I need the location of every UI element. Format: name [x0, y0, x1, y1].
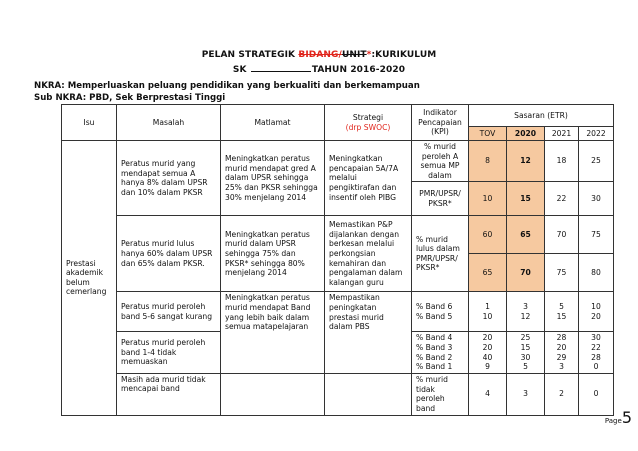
row1-tov-b: 10 [469, 182, 507, 216]
row2-matlamat: Meningkatkan peratus murid dalam UPSR sehingga 75% dan PKSR* sehingga 80% menjelang 2014 [221, 216, 325, 292]
row4-kpi: % Band 4 % Band 3 % Band 2 % Band 1 [412, 332, 469, 373]
row5-2022: 0 [579, 373, 614, 415]
row2-2021-a: 70 [545, 216, 579, 254]
row1-2022-a: 25 [579, 141, 614, 182]
row3-2020: 3 12 [507, 292, 545, 332]
row5-kpi: % murid tidak peroleh band [412, 373, 469, 415]
header-sasaran: Sasaran (ETR) [469, 105, 614, 127]
title-prefix: PELAN STRATEGIK [201, 50, 299, 60]
header-year-2022: 2022 [579, 127, 614, 141]
blank-line [251, 62, 311, 72]
sub-nkra-line: Sub NKRA: PBD, Sek Berprestasi Tinggi [34, 93, 226, 103]
row4-2020: 25 15 30 5 [507, 332, 545, 373]
header-strategi-sub: (drp SWOC) [345, 122, 391, 132]
row2-kpi [412, 216, 469, 292]
row3-2022: 10 20 [579, 292, 614, 332]
header-strategi [325, 105, 412, 141]
row1-strategi: Meningkatkan pencapaian 5A/7A melalui pengiktirafan dan insentif oleh PIBG [325, 141, 412, 216]
row2-tov-b: 65 [469, 254, 507, 292]
row1-masalah: Peratus murid yang mendapat semua A hanya 8% dalam UPSR dan 10% dalam PKSR [117, 141, 221, 216]
row4-tov: 20 20 40 9 [469, 332, 507, 373]
title-bidang: BIDANG/ [298, 50, 342, 60]
row1-2021-a: 18 [545, 141, 579, 182]
subtitle-suffix: TAHUN 2016-2020 [311, 65, 406, 75]
row3-2021: 5 15 [545, 292, 579, 332]
row2-2022-a: 75 [579, 216, 614, 254]
row3-kpi: % Band 6 % Band 5 [412, 292, 469, 332]
row2-kpi-a: % murid lulus dalam [416, 234, 460, 254]
isu-cell: Prestasi akademik belum cemerlang [62, 141, 117, 416]
row4-2022: 30 22 28 0 [579, 332, 614, 373]
row2-strategi: Memastikan P&P dijalankan dengan berkesan melalui perkongsian kemahiran dan pengalaman dalam kalangan guru [325, 216, 412, 292]
row4-masalah: Peratus murid peroleh band 1-4 tidak memuaskan [117, 332, 221, 373]
row1-kpi-a: % murid peroleh A semua MP dalam [412, 141, 469, 182]
row2-2022-b: 80 [579, 254, 614, 292]
title-suffix: :KURIKULUM [371, 50, 437, 60]
row3-matlamat: Meningkatkan peratus murid mendapat Band yang lebih baik dalam semua matapelajaran [221, 292, 325, 373]
row1-2020-b: 15 [507, 182, 545, 216]
row2-2021-b: 75 [545, 254, 579, 292]
header-year-tov: TOV [469, 127, 507, 141]
row3-strategi: Mempastikan peningkatan prestasi murid dalam PBS [325, 292, 412, 373]
header-year-2020: 2020 [507, 127, 545, 141]
header-kpi: Indikator Pencapaian (KPI) [412, 105, 469, 141]
row2-masalah: Peratus murid lulus hanya 60% dalam UPSR dan 65% dalam PKSR. [117, 216, 221, 292]
row2-2020-b: 70 [507, 254, 545, 292]
strategic-plan-table [61, 104, 614, 416]
row1-matlamat: Meningkatkan peratus murid mendapat gred A dalam UPSR sehingga 25% dan PKSR sehingga 30% menjelang 2014 [221, 141, 325, 216]
row4-2021: 28 20 29 3 [545, 332, 579, 373]
nkra-line: NKRA: Memperluaskan peluang pendidikan yang berkualiti dan berkemampuan [34, 81, 420, 91]
document-subtitle [0, 62, 638, 75]
row1-2020-a: 12 [507, 141, 545, 182]
title-unit: UNIT [341, 50, 367, 60]
page-label: Page [604, 417, 622, 425]
page-number [605, 408, 632, 427]
header-year-2021: 2021 [545, 127, 579, 141]
row1-2021-b: 22 [545, 182, 579, 216]
header-matlamat: Matlamat [221, 105, 325, 141]
row2-kpi-b: PMR/UPSR/ PKSR* [416, 253, 458, 273]
row1-2022-b: 30 [579, 182, 614, 216]
page-number-value: 5 [621, 408, 632, 427]
subtitle-prefix: SK [232, 65, 247, 75]
row5-2021: 2 [545, 373, 579, 415]
row1-tov-a: 8 [469, 141, 507, 182]
row5-masalah: Masih ada murid tidak mencapai band [117, 373, 221, 415]
header-strategi-label: Strategi [352, 112, 384, 122]
row5-tov: 4 [469, 373, 507, 415]
row5-2020: 3 [507, 373, 545, 415]
row3-masalah: Peratus murid peroleh band 5-6 sangat kurang [117, 292, 221, 332]
row2-tov-a: 60 [469, 216, 507, 254]
title-asterisk: * [366, 50, 372, 60]
row5-strategi-empty [325, 373, 412, 415]
row3-tov: 1 10 [469, 292, 507, 332]
document-title [0, 50, 638, 60]
row2-2020-a: 65 [507, 216, 545, 254]
header-masalah: Masalah [117, 105, 221, 141]
row1-kpi-b: PMR/UPSR/ PKSR* [412, 182, 469, 216]
row5-matlamat-empty [221, 373, 325, 415]
header-isu: Isu [62, 105, 117, 141]
